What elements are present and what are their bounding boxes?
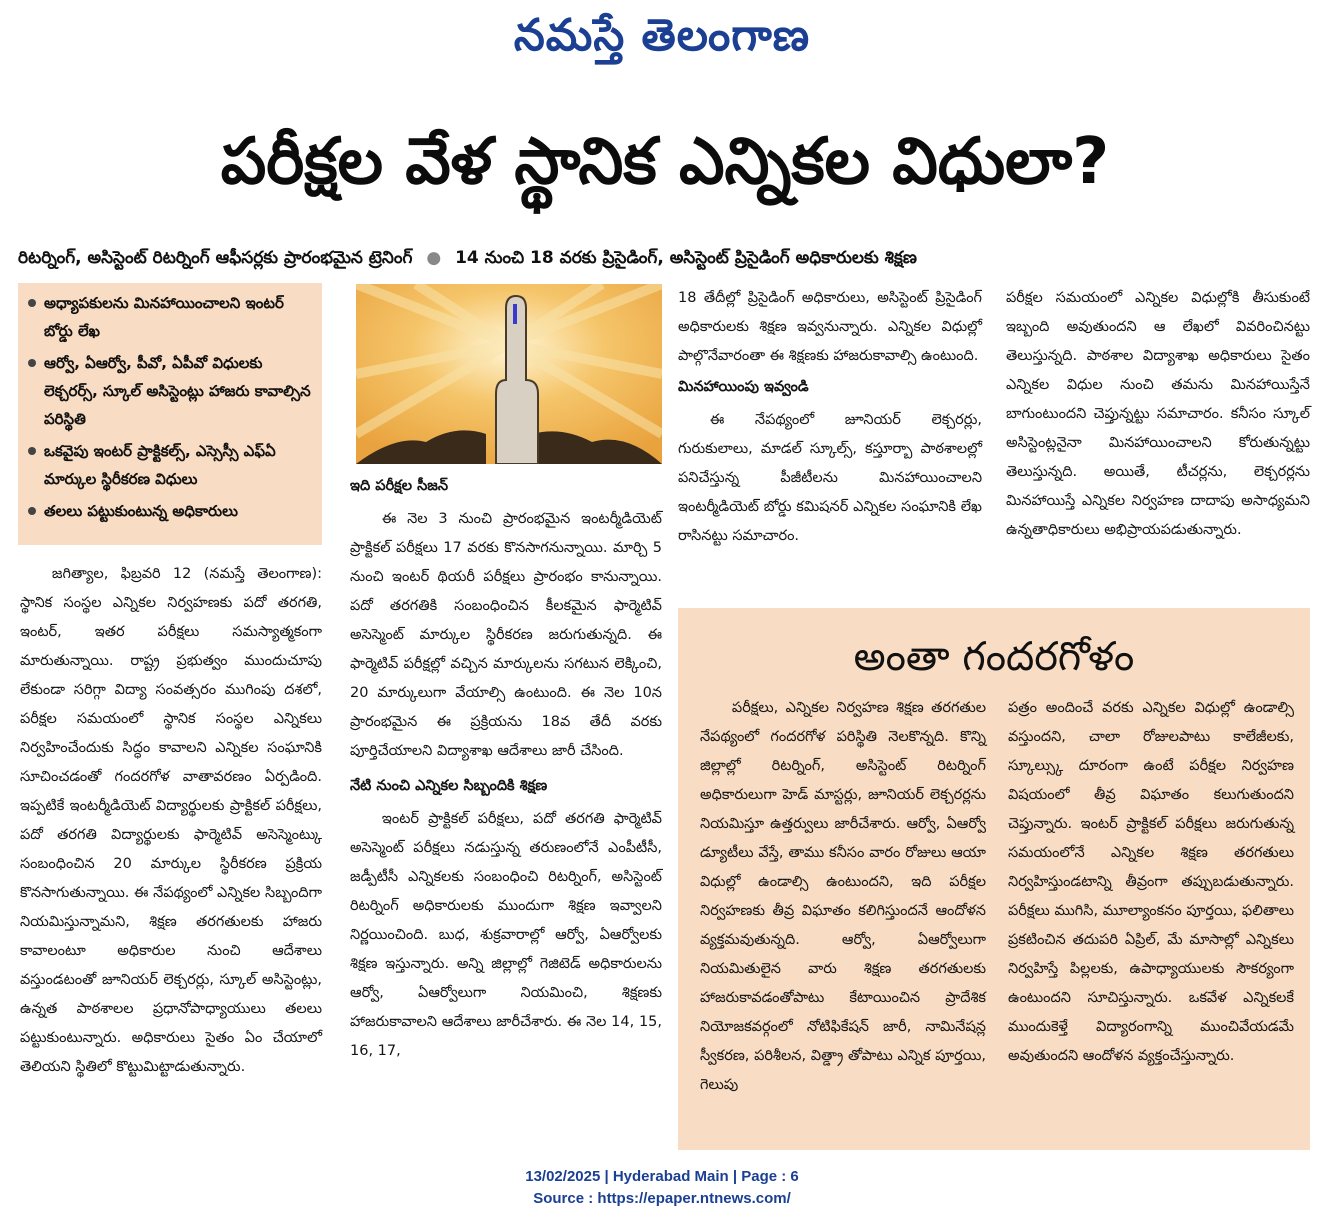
highlight-item: అధ్యాపకులను మినహాయించాలని ఇంటర్ బోర్డు లేఖ bbox=[26, 289, 314, 345]
raised-inked-finger-icon bbox=[356, 284, 662, 464]
page-headline: పరీక్షల వేళ స్థానిక ఎన్నికల విధులా? bbox=[220, 125, 1110, 199]
col3-subheading: మినహాయింపు ఇవ్వండి bbox=[678, 379, 809, 395]
article-column-3 bbox=[678, 284, 982, 551]
col3-paragraph: ఈ నేపథ్యంలో జూనియర్ లెక్చరర్లు, గురుకులాలు, మాడల్ స్కూల్స్, కస్తూర్బా పాఠశాలల్లో పనిచేస్తున్న పీజీటీలను మినహాయించాలని ఇంటర్మీడియెట్ బోర్డు కమిషనర్ ఎన్నికల సంఘానికి లేఖ రాసినట్టు సమాచారం. bbox=[678, 412, 982, 544]
footer-edition-info: 13/02/2025 | Hyderabad Main | Page : 6 bbox=[525, 1168, 799, 1185]
highlight-item: ఒకవైపు ఇంటర్ ప్రాక్టికల్స్, ఎస్సెస్సీ ఎఫ్ఏ మార్కుల స్థిరీకరణ విధులు bbox=[26, 437, 314, 493]
highlight-item: ఆర్వో, ఏఆర్వో, పీవో, ఏపీవో విధులకు లెక్చరర్స్, స్కూల్ అసిస్టెంట్లు హాజరు కావాల్సిన పరిస్థితి bbox=[26, 349, 314, 433]
highlights-list bbox=[26, 289, 314, 525]
col2-paragraph: ఇంటర్ ప్రాక్టికల్ పరీక్షలు, పదో తరగతి ఫార్మెటివ్ అసెస్మెంట్ పరీక్షలు నడుస్తున్న తరుణంలోనే ఎంపీటీసీ, జడ్పీటీసీ ఎన్నికలకు సంబంధించి రిటర్నింగ్, అసిస్టెంట్ రిటర్నింగ్ అధికారులకు ముందుగా శిక్షణ ఇవ్వాలని నిర్ణయించింది. బుధ, శుక్రవారాల్లో ఆర్వో, ఏఆర్వోలకు శిక్షణ ఇస్తున్నారు. అన్ని జిల్లాల్లో గెజిటెడ్ అధికారులను ఆర్వో, ఏఆర్వోలుగా నియమించి, శిక్షణకు హాజరుకావాలని ఆదేశాలు జారీచేశారు. ఈ నెల 14, 15, 16, 17, bbox=[350, 811, 662, 1059]
sidebar-story-title: అంతా గందరగోళం bbox=[853, 634, 1135, 680]
col2-paragraph: ఈ నెల 3 నుంచి ప్రారంభమైన ఇంటర్మీడియెట్ ప్రాక్టికల్ పరీక్షలు 17 వరకు కొనసాగనున్నాయి. మార్చి 5 నుంచి ఇంటర్ థియరీ పరీక్షలు ప్రారంభం కానున్నాయి. పదో తరగతికి సంబంధించిన కీలకమైన ఫార్మెటివ్ అసెస్మెంట్ మార్కుల స్థిరీకరణ జరుగుతున్నది. ఈ ఫార్మెటివ్ పరీక్షల్లో వచ్చిన మార్కులను సగటున లెక్కించి, 20 మార్కులుగా వేయాల్సి ఉంటుంది. ఈ నెల 10న ప్రారంభమైన ఈ ప్రక్రియను 18వ తేదీ వరకు పూర్తిచేయాలని విద్యాశాఖ ఆదేశాలు జారీ చేసింది. bbox=[350, 511, 662, 759]
sidebar-story-paragraph: పరీక్షలు, ఎన్నికల నిర్వహణ శిక్షణ తరగతుల నేపథ్యంలో గందరగోళ పరిస్థితి నెలకొన్నది. కొన్ని జిల్లాల్లో రిటర్నింగ్, అసిస్టెంట్ రిటర్నింగ్ అధికారులుగా హెడ్ మాస్టర్లు, జూనియర్ లెక్చరర్లను నియమిస్తూ ఉత్తర్వులు జారీచేశారు. ఆర్వో, ఏఆర్వో డ్యూటీలు వేస్తే, తాము కనీసం వారం రోజులు ఆయా విధుల్లో ఉండాల్సి ఉంటుందని, ఇది పరీక్షల నిర్వహణకు తీవ్ర విఘాతం కలిగిస్తుందనే ఆందోళన వ్యక్తమవుతున్నది. ఆర్వో, ఏఆర్వోలుగా నియమితులైన వారు శిక్షణ తరగతులకు హాజరుకావడంతోపాటు కేటాయించిన ప్రాదేశిక నియోజకవర్గంలో నోటిఫికేషన్ జారీ, నామినేషన్ల స్వీకరణ, పరిశీలన, విత్డ్రా తోపాటు ఎన్నిక పూర్తయి, గెలుపు bbox=[700, 700, 986, 1093]
footer-source: Source : https://epaper.ntnews.com/ bbox=[533, 1190, 791, 1207]
inked-finger-photo bbox=[356, 284, 662, 464]
highlight-item: తలలు పట్టుకుంటున్న అధికారులు bbox=[26, 497, 314, 525]
article-column-1 bbox=[20, 560, 322, 1082]
col3-paragraph: 18 తేదీల్లో ప్రిసైడింగ్ అధికారులు, అసిస్టెంట్ ప్రిసైడింగ్ అధికారులకు శిక్షణ ఇవ్వనున్నారు. ఎన్నికల విధుల్లో పాల్గొనేవారంతా ఈ శిక్షణకు హాజరుకావాల్సి ఉంటుంది. bbox=[678, 290, 982, 364]
subheadline-left: రిటర్నింగ్, అసిస్టెంట్ రిటర్నింగ్ ఆఫీసర్లకు ప్రారంభమైన ట్రెనింగ్ bbox=[18, 248, 413, 268]
col1-body: జగిత్యాల, ఫిబ్రవరి 12 (నమస్తే తెలంగాణ): స్థానిక సంస్థల ఎన్నికల నిర్వహణకు పదో తరగతి, ఇంటర్, ఇతర పరీక్షలు సమస్యాత్మకంగా మారుతున్నాయి. రాష్ట్ర ప్రభుత్వం ముందుచూపు లేకుండా సరిగ్గా విద్యా సంవత్సరం ముగింపు దశలో, పరీక్షల సమయంలో స్థానిక సంస్థల ఎన్నికలు నిర్వహించేందుకు సిద్ధం కావాలని ఎన్నికల సంఘానికి సూచించడంతో గందరగోళ వాతావరణం ఏర్పడింది. ఇప్పటికే ఇంటర్మీడియెట్ విద్యార్థులకు ప్రాక్టికల్ పరీక్షలు, పదో తరగతి విద్యార్థులకు ఫార్మెటివ్ అసెస్మెంట్కు సంబంధించిన 20 మార్కుల స్థిరీకరణ ప్రక్రియ కొనసాగుతున్నాయి. ఈ నేపథ్యంలో ఎన్నికల సిబ్బందిగా నియమిస్తున్నామని, శిక్షణ తరగతులకు హాజరు కావాలంటూ అధికారుల నుంచి ఆదేశాలు వస్తుండటంతో జూనియర్ లెక్చరర్లు, స్కూల్ అసిస్టెంట్లు, ఉన్నత పాఠశాలల ప్రధానోపాధ్యాయులు తలలు పట్టుకుంటున్నారు. అధికారులు సైతం ఏం చేయాలో తెలియని స్థితిలో కొట్టుమిట్టాడుతున్నారు. bbox=[20, 566, 322, 1075]
subheadline bbox=[18, 238, 1318, 278]
sidebar-story-paragraph: పత్రం అందించే వరకు ఎన్నికల విధుల్లో ఉండాల్సి వస్తుందని, చాలా రోజులపాటు కాలేజీలకు, స్కూల్స్కు దూరంగా ఉంటే పరీక్షల నిర్వహణ విషయంలో తీవ్ర విఘాతం కలుగుతుందని చెప్తున్నారు. ఇంటర్ ప్రాక్టికల్ పరీక్షలు జరుగుతున్న సమయంలోనే ఎన్నికల శిక్షణ తరగతులు నిర్వహిస్తుండటాన్ని తీవ్రంగా తప్పుబడుతున్నారు. పరీక్షలు ముగిసి, మూల్యాంకనం పూర్తయి, ఫలితాలు ప్రకటించిన తదుపరి ఏప్రిల్, మే మాసాల్లో ఎన్నికలు నిర్వహిస్తే పిల్లలకు, ఉపాధ్యాయులకు సౌకర్యంగా ఉంటుందని సూచిస్తున్నారు. ఒకవేళ ఎన్నికలకే ముందుకెళ్తే విద్యారంగాన్ని ముంచివేయడమే అవుతుందని ఆందోళన వ్యక్తంచేస్తున్నారు. bbox=[1008, 700, 1294, 1064]
page-footer bbox=[0, 1166, 1324, 1210]
subheadline-right: 14 నుంచి 18 వరకు ప్రిసైడింగ్, అసిస్టెంట్ ప్రిసైడింగ్ అధికారులకు శిక్షణ bbox=[455, 248, 917, 268]
subheadline-bullet: ● bbox=[426, 248, 442, 268]
col2-subheading: నేటి నుంచి ఎన్నికల సిబ్బందికి శిక్షణ bbox=[350, 778, 548, 794]
sidebar-story-column-right bbox=[1008, 694, 1294, 1071]
article-column-4 bbox=[1006, 284, 1310, 545]
highlights-box bbox=[18, 283, 322, 545]
sidebar-story-column-left bbox=[700, 694, 986, 1100]
masthead-logo: నమస్తే తెలంగాణ bbox=[513, 10, 811, 61]
article-column-2 bbox=[350, 470, 662, 1066]
col4-paragraph: పరీక్షల సమయంలో ఎన్నికల విధుల్లోకి తీసుకుంటే ఇబ్బంది అవుతుందని ఆ లేఖలో వివరించినట్టు తెలుస్తున్నది. పాఠశాల విద్యాశాఖ అధికారులు సైతం ఎన్నికల విధుల నుంచి తమను మినహాయిస్తేనే బాగుంటుందని చెప్తున్నట్టు సమాచారం. కనీసం స్కూల్ అసిస్టెంట్లనైనా మినహాయించాలని కోరుతున్నట్టు తెలుస్తున్నది. అయితే, టీచర్లను, లెక్చరర్లను మినహాయిస్తే ఎన్నికల నిర్వహణ దాదాపు అసాధ్యమని ఉన్నతాధికారులు అభిప్రాయపడుతున్నారు. bbox=[1006, 290, 1310, 538]
col2-subheading: ఇది పరీక్షల సీజన్ bbox=[350, 478, 449, 494]
